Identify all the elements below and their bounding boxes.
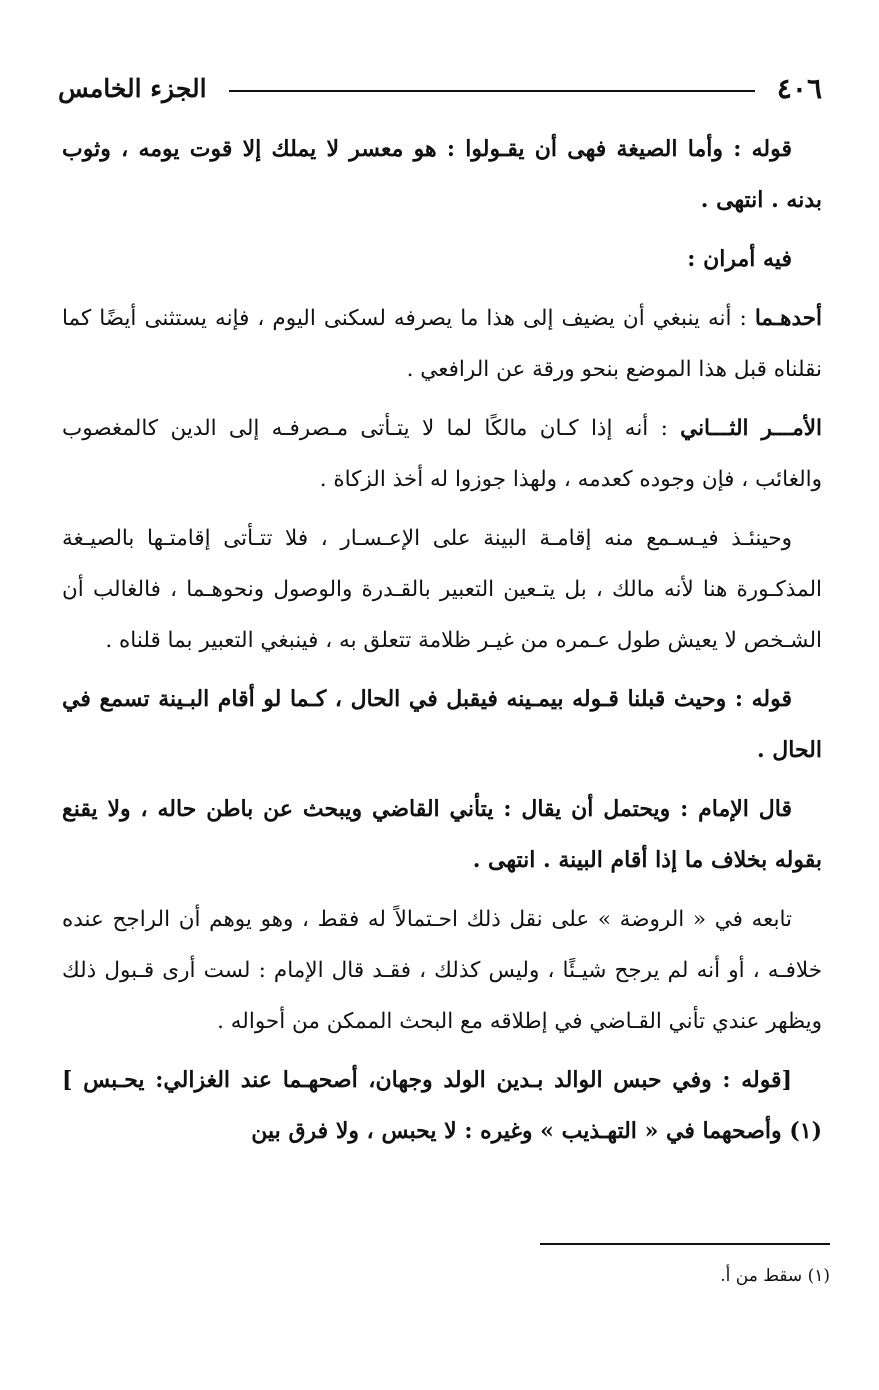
paragraph-commentary-2: [62, 894, 822, 1047]
paragraph-commentary-1: [62, 513, 822, 666]
main-text: [62, 124, 822, 1167]
paragraph-first-point: [62, 293, 822, 395]
paragraph-quote-2: [62, 674, 822, 776]
page-number: ٤٠٦: [776, 71, 822, 105]
running-title: الجزء الخامس: [58, 73, 207, 103]
page-header: [58, 66, 822, 110]
footnote: [540, 1262, 830, 1290]
paragraph-text: [قوله : وفي حبس الوالد بـدين الولد وجهان، أصحهـما عند الغزالي: يحـبس ] (١) وأصحهما في « التهـذيب » وغيره : لا يحبس ، ولا فرق بين: [62, 1067, 822, 1144]
footnote-text: (١) سقط من أ.: [720, 1266, 830, 1286]
paragraph-text: وحينئـذ فيـسـمع منه إقامـة البينة على الإعـسـار ، فلا تتـأتى إقامتـها بالصيـغة المذكـورة هنا لأنه مالك ، بل يتـعين التعبير بالقـدرة والوصول ونحوهـما ، فالغالب أن الشـخص لا يعيش طول عـمره من غيـر ظلامة تتعلق به ، فينبغي التعبير بما قلناه .: [62, 526, 822, 653]
paragraph-intro: [62, 234, 822, 285]
paragraph-lead: أحدهـما: [754, 306, 822, 331]
paragraph-text: قال الإمام : ويحتمل أن يقال : يتأني القاضي ويبحث عن باطن حاله ، ولا يقنع بقوله بخلاف ما إذا أقام البينة . انتهى .: [62, 796, 822, 873]
paragraph-quote-1: [62, 124, 822, 226]
paragraph-lead: الأمـــر الثـــاني: [680, 416, 822, 441]
paragraph-text: : أنه ينبغي أن يضيف إلى هذا ما يصرفه لسكنى اليوم ، فإنه يستثنى أيضًا كما نقلناه قبل هذا الموضع بنحو ورقة عن الرافعي .: [62, 306, 822, 382]
footnote-rule: [540, 1243, 830, 1245]
paragraph-text: تابعه في « الروضة » على نقل ذلك احـتمالاً له فقط ، وهو يوهم أن الراجح عنده خلافـه ، أو أنه لم يرجح شيـئًا ، وليس كذلك ، فقـد قال الإمام : لست أرى قـبول ذلك ويظهر عندي تأني القـاضي في إطلاقه مع البحث الممكن من أحواله .: [62, 907, 822, 1034]
paragraph-text: : أنه إذا كـان مالكًا لما لا يتـأتى مـصرفـه إلى الدين كالمغصوب والغائب ، فإن وجوده كعدمه ، ولهذا جوزوا له أخذ الزكاة .: [62, 416, 822, 492]
paragraph-text: فيه أمران :: [687, 246, 792, 272]
header-rule: [229, 90, 755, 92]
paragraph-quote-4: [62, 1055, 822, 1157]
paragraph-second-point: [62, 403, 822, 505]
paragraph-quote-3: [62, 784, 822, 886]
paragraph-text: قوله : وأما الصيغة فهى أن يقـولوا : هو معسر لا يملك إلا قوت يومه ، وثوب بدنه . انتهى .: [62, 136, 822, 213]
paragraph-text: قوله : وحيث قبلنا قـوله بيمـينه فيقبل في الحال ، كـما لو أقام البـينة تسمع في الحال .: [62, 686, 822, 763]
